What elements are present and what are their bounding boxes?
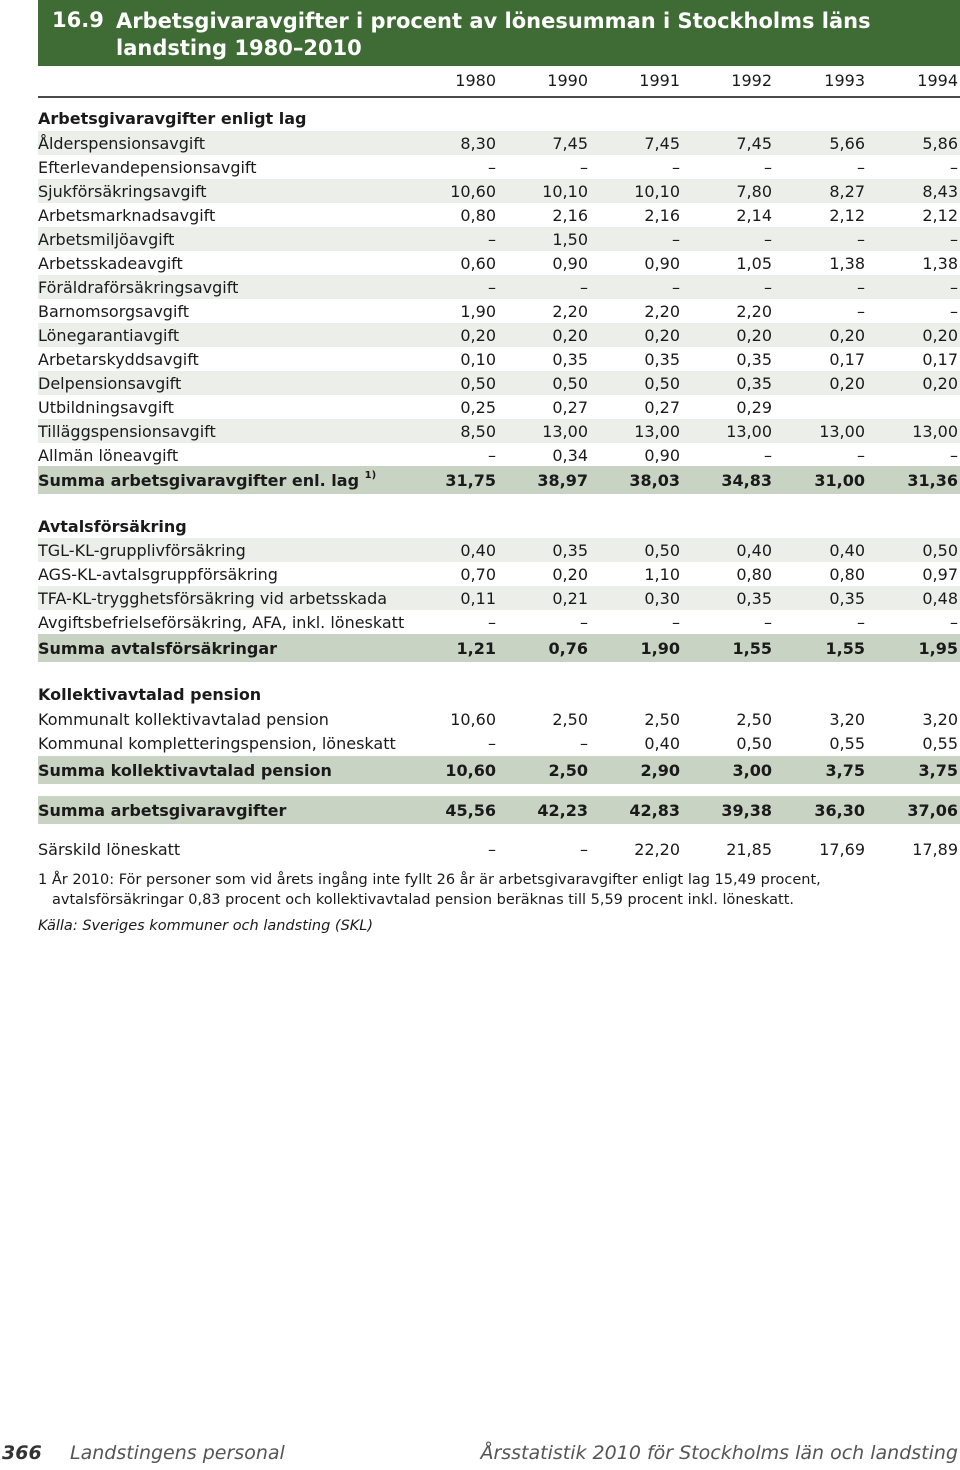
table-row — [38, 299, 960, 323]
table-cell: – — [672, 230, 680, 249]
table-cell: – — [580, 158, 588, 177]
table-cell: 0,50 — [644, 541, 680, 560]
table-cell: 0,40 — [736, 541, 772, 560]
table-row — [38, 131, 960, 155]
table-cell: – — [488, 446, 496, 465]
row-label-text: Tilläggspensionsavgift — [38, 422, 216, 441]
table-cell: 3,75 — [918, 761, 958, 780]
table-cell: 2,50 — [548, 761, 588, 780]
table-cell: 8,43 — [922, 182, 958, 201]
table-row — [38, 227, 960, 251]
table-cell: – — [488, 840, 496, 859]
table-cell: – — [950, 230, 958, 249]
table-row — [38, 586, 960, 610]
table-row — [38, 395, 960, 419]
row-label-text: Arbetarskyddsavgift — [38, 350, 199, 369]
table-cell: 3,20 — [829, 710, 865, 729]
table-cell: 13,00 — [634, 422, 680, 441]
table-cell: – — [580, 734, 588, 753]
table-cell: 0,50 — [552, 374, 588, 393]
summary-row — [38, 634, 960, 662]
table-cell: – — [488, 278, 496, 297]
table-cell: – — [672, 278, 680, 297]
row-label — [38, 350, 199, 369]
table-cell: 0,90 — [644, 254, 680, 273]
table-cell: 5,86 — [922, 134, 958, 153]
table-cell: 1,50 — [552, 230, 588, 249]
row-label-text: Sjukförsäkringsavgift — [38, 182, 207, 201]
table-cell: 1,38 — [922, 254, 958, 273]
table-row — [38, 538, 960, 562]
row-label-text: Allmän löneavgift — [38, 446, 179, 465]
row-label — [38, 422, 216, 441]
row-label-text: Föräldraförsäkringsavgift — [38, 278, 239, 297]
table-cell: 0,80 — [460, 206, 496, 225]
table-cell: 34,83 — [721, 471, 772, 490]
summary-row — [38, 466, 960, 494]
table-cell: – — [857, 158, 865, 177]
row-label-text: Avgiftsbefrielseförsäkring, AFA, inkl. löneskatt — [38, 613, 405, 632]
row-label — [38, 278, 238, 297]
source-note: Källa: Sveriges kommuner och landsting (SKL) — [38, 918, 374, 934]
table-cell: 10,10 — [634, 182, 680, 201]
table-cell: 0,35 — [736, 350, 772, 369]
table-cell: – — [580, 613, 588, 632]
table-cell: 17,69 — [819, 840, 865, 859]
table-cell: 3,75 — [825, 761, 865, 780]
table-cell: 10,60 — [450, 710, 496, 729]
table-cell: 22,20 — [634, 840, 680, 859]
table-row — [38, 419, 960, 443]
table-cell: 1,10 — [644, 565, 680, 584]
row-label — [38, 840, 180, 859]
table-cell: 2,20 — [644, 302, 680, 321]
row-label — [38, 446, 178, 465]
table-row — [38, 275, 960, 299]
row-label — [38, 565, 278, 584]
table-cell: 2,14 — [736, 206, 772, 225]
row-label — [38, 158, 257, 177]
table-cell: 2,50 — [552, 710, 588, 729]
table-cell: 2,20 — [552, 302, 588, 321]
table-cell: 1,55 — [732, 639, 772, 658]
table-row — [38, 371, 960, 395]
table-cell: – — [580, 278, 588, 297]
row-label-text: Arbetsmiljöavgift — [38, 230, 175, 249]
table-cell: 0,34 — [552, 446, 588, 465]
page-footer — [0, 1442, 960, 1468]
table-cell: – — [672, 613, 680, 632]
table-cell: – — [580, 840, 588, 859]
table-cell: 0,35 — [552, 541, 588, 560]
table-cell: 0,55 — [922, 734, 958, 753]
table-row — [38, 347, 960, 371]
summary-row — [38, 796, 960, 824]
table-cell: 0,97 — [922, 565, 958, 584]
table-cell: 37,06 — [907, 801, 958, 820]
row-label-text: TGL-KL-grupplivförsäkring — [38, 541, 246, 560]
table-cell: 1,95 — [918, 639, 958, 658]
table-cell: 0,50 — [922, 541, 958, 560]
row-label — [38, 398, 174, 417]
row-label — [38, 326, 179, 345]
table-cell: – — [764, 158, 772, 177]
table-cell: 0,20 — [829, 326, 865, 345]
table-cell: 0,35 — [829, 589, 865, 608]
table-cell: 2,16 — [552, 206, 588, 225]
section-title: Avtalsförsäkring — [38, 517, 187, 536]
table-cell: 2,20 — [736, 302, 772, 321]
footer-left-text: Landstingens personal — [70, 1442, 285, 1464]
row-label-text: Lönegarantiavgift — [38, 326, 180, 345]
table-cell: 1,90 — [640, 639, 680, 658]
table-cell: 21,85 — [726, 840, 772, 859]
table-cell: 0,35 — [552, 350, 588, 369]
table-cell: 0,21 — [552, 589, 588, 608]
row-label — [38, 182, 207, 201]
row-label — [38, 613, 404, 632]
row-label — [38, 801, 286, 820]
year-header: 1980 — [455, 71, 496, 90]
table-cell: 0,48 — [922, 589, 958, 608]
table-cell: 17,89 — [912, 840, 958, 859]
row-label — [38, 589, 387, 608]
year-header: 1994 — [917, 71, 958, 90]
row-label-text: Barnomsorgsavgift — [38, 302, 190, 321]
footnote-line-1: 1 År 2010: För personer som vid årets ingång inte fyllt 26 år är arbetsgivaravgifter enligt lag 15,49 procent, — [38, 872, 821, 888]
table-header — [38, 0, 960, 66]
table-cell: 8,27 — [829, 182, 865, 201]
table-cell: – — [950, 613, 958, 632]
table-cell: 31,36 — [907, 471, 958, 490]
row-label — [38, 471, 376, 490]
year-header: 1991 — [639, 71, 680, 90]
row-label-text: Utbildningsavgift — [38, 398, 174, 417]
table-row — [38, 731, 960, 755]
table-cell: – — [950, 446, 958, 465]
table-cell: 0,70 — [460, 565, 496, 584]
year-header: 1990 — [547, 71, 588, 90]
row-label — [38, 374, 181, 393]
table-cell: 0,50 — [644, 374, 680, 393]
table-cell: – — [488, 230, 496, 249]
year-header: 1992 — [731, 71, 772, 90]
table-cell: 10,60 — [445, 761, 496, 780]
footnote — [38, 870, 938, 910]
table-cell: 0,29 — [736, 398, 772, 417]
table-cell: – — [857, 302, 865, 321]
row-label — [38, 206, 215, 225]
section-title: Kollektivavtalad pension — [38, 685, 262, 704]
table-cell: – — [488, 734, 496, 753]
row-label-text: Summa kollektivavtalad pension — [38, 761, 332, 780]
table-cell: 0,11 — [460, 589, 496, 608]
year-header-row — [38, 66, 960, 98]
table-cell: 0,40 — [829, 541, 865, 560]
table-row — [38, 203, 960, 227]
table-cell: 7,45 — [644, 134, 680, 153]
table-cell: 0,40 — [460, 541, 496, 560]
table-cell: 0,20 — [922, 326, 958, 345]
table-cell: 10,60 — [450, 182, 496, 201]
table-cell: 13,00 — [726, 422, 772, 441]
table-cell: 38,97 — [537, 471, 588, 490]
row-label-text: TFA-KL-trygghetsförsäkring vid arbetsskada — [38, 589, 388, 608]
table-cell: 3,00 — [732, 761, 772, 780]
table-row — [38, 707, 960, 731]
table-cell: 0,55 — [829, 734, 865, 753]
table-cell: 38,03 — [629, 471, 680, 490]
row-label — [38, 134, 205, 153]
table-cell: 8,30 — [460, 134, 496, 153]
row-label-text: Ålderspensionsavgift — [38, 134, 205, 153]
table-cell: 0,17 — [922, 350, 958, 369]
table-cell: 0,20 — [552, 326, 588, 345]
table-cell: 0,20 — [644, 326, 680, 345]
table-row — [38, 610, 960, 634]
year-header: 1993 — [824, 71, 865, 90]
table-cell: 13,00 — [912, 422, 958, 441]
row-label-text: Efterlevandepensionsavgift — [38, 158, 257, 177]
table-cell: – — [764, 446, 772, 465]
table-row — [38, 155, 960, 179]
table-cell: 0,20 — [460, 326, 496, 345]
row-label-text: Kommunal kompletteringspension, löneskatt — [38, 734, 396, 753]
table-cell: 0,30 — [644, 589, 680, 608]
table-cell: – — [488, 158, 496, 177]
table-cell: 1,55 — [825, 639, 865, 658]
row-label — [38, 541, 246, 560]
table-cell: 0,20 — [922, 374, 958, 393]
row-label — [38, 639, 277, 658]
table-cell: – — [857, 446, 865, 465]
table-cell: 1,38 — [829, 254, 865, 273]
table-cell: 0,60 — [460, 254, 496, 273]
table-cell: – — [488, 613, 496, 632]
table-cell: 36,30 — [814, 801, 865, 820]
row-label-text: Summa avtalsförsäkringar — [38, 639, 278, 658]
table-cell: 2,50 — [736, 710, 772, 729]
table-cell: 0,27 — [644, 398, 680, 417]
table-cell: 8,50 — [460, 422, 496, 441]
row-label — [38, 302, 189, 321]
table-cell: 0,17 — [829, 350, 865, 369]
table-cell: 39,38 — [721, 801, 772, 820]
table-cell: – — [950, 302, 958, 321]
table-cell: 7,45 — [736, 134, 772, 153]
table-cell: 5,66 — [829, 134, 865, 153]
table-cell: 42,83 — [629, 801, 680, 820]
table-row — [38, 251, 960, 275]
table-cell: 0,80 — [736, 565, 772, 584]
table-cell: 1,05 — [736, 254, 772, 273]
table-cell: 0,35 — [644, 350, 680, 369]
row-label-text: Summa arbetsgivaravgifter enl. lag — [38, 471, 360, 490]
table-cell: – — [950, 158, 958, 177]
summary-row — [38, 756, 960, 784]
table-cell: 0,90 — [552, 254, 588, 273]
table-cell: – — [764, 278, 772, 297]
table-cell: 0,50 — [460, 374, 496, 393]
row-label-text: Delpensionsavgift — [38, 374, 182, 393]
footnote-line-2: avtalsförsäkringar 0,83 procent och kollektivavtalad pension beräknas till 5,59 procent inkl. löneskatt. — [52, 892, 795, 908]
row-label — [38, 254, 183, 273]
row-label-text: Särskild löneskatt — [38, 840, 181, 859]
table-cell: 0,40 — [644, 734, 680, 753]
table-cell: 0,20 — [829, 374, 865, 393]
table-cell: 31,75 — [445, 471, 496, 490]
table-cell: – — [857, 230, 865, 249]
table-cell: 0,20 — [552, 565, 588, 584]
table-cell: – — [764, 230, 772, 249]
table-cell: 0,27 — [552, 398, 588, 417]
table-row — [38, 443, 960, 467]
table-cell: – — [950, 278, 958, 297]
row-label — [38, 230, 174, 249]
table-cell: 2,12 — [829, 206, 865, 225]
table-cell: – — [857, 613, 865, 632]
page-number: 366 — [2, 1442, 42, 1464]
row-label — [38, 734, 396, 753]
table-row — [38, 837, 960, 861]
table-cell: 0,35 — [736, 374, 772, 393]
section-title: Arbetsgivaravgifter enligt lag — [38, 109, 307, 128]
table-cell: 7,45 — [552, 134, 588, 153]
table-cell: 0,76 — [548, 639, 588, 658]
table-cell: 3,20 — [922, 710, 958, 729]
table-cell: 1,21 — [456, 639, 496, 658]
footer-right-text: Årsstatistik 2010 för Stockholms län och landsting — [480, 1442, 958, 1464]
row-label-text: Arbetsskadeavgift — [38, 254, 183, 273]
table-cell: 2,12 — [922, 206, 958, 225]
table-cell: 45,56 — [445, 801, 496, 820]
table-cell: 13,00 — [819, 422, 865, 441]
table-cell: 1,90 — [460, 302, 496, 321]
table-cell: 42,23 — [537, 801, 588, 820]
table-cell: – — [857, 278, 865, 297]
footnote-marker: 1) — [364, 469, 377, 481]
table-cell: – — [672, 158, 680, 177]
table-cell: 0,50 — [736, 734, 772, 753]
table-title: Arbetsgivaravgifter i procent av lönesumman i Stockholms läns landsting 1980–2010 — [116, 9, 871, 60]
table-cell: 13,00 — [542, 422, 588, 441]
row-label-text: Summa arbetsgivaravgifter — [38, 801, 287, 820]
table-cell: 0,35 — [736, 589, 772, 608]
table-cell: 31,00 — [814, 471, 865, 490]
row-label-text: AGS-KL-avtalsgruppförsäkring — [38, 565, 278, 584]
table-row — [38, 179, 960, 203]
table-cell: – — [764, 613, 772, 632]
table-cell: 0,10 — [460, 350, 496, 369]
table-cell: 0,25 — [460, 398, 496, 417]
table-row — [38, 323, 960, 347]
row-label — [38, 710, 329, 729]
table-cell: 2,90 — [640, 761, 680, 780]
table-number: 16.9 — [52, 8, 104, 32]
row-label — [38, 761, 332, 780]
table-row — [38, 562, 960, 586]
row-label-text: Arbetsmarknadsavgift — [38, 206, 216, 225]
table-cell: 10,10 — [542, 182, 588, 201]
table-cell: 0,80 — [829, 565, 865, 584]
row-label-text: Kommunalt kollektivavtalad pension — [38, 710, 329, 729]
table-cell: 7,80 — [736, 182, 772, 201]
table-cell: 0,90 — [644, 446, 680, 465]
table-cell: 0,20 — [736, 326, 772, 345]
table-cell: 2,50 — [644, 710, 680, 729]
table-cell: 2,16 — [644, 206, 680, 225]
